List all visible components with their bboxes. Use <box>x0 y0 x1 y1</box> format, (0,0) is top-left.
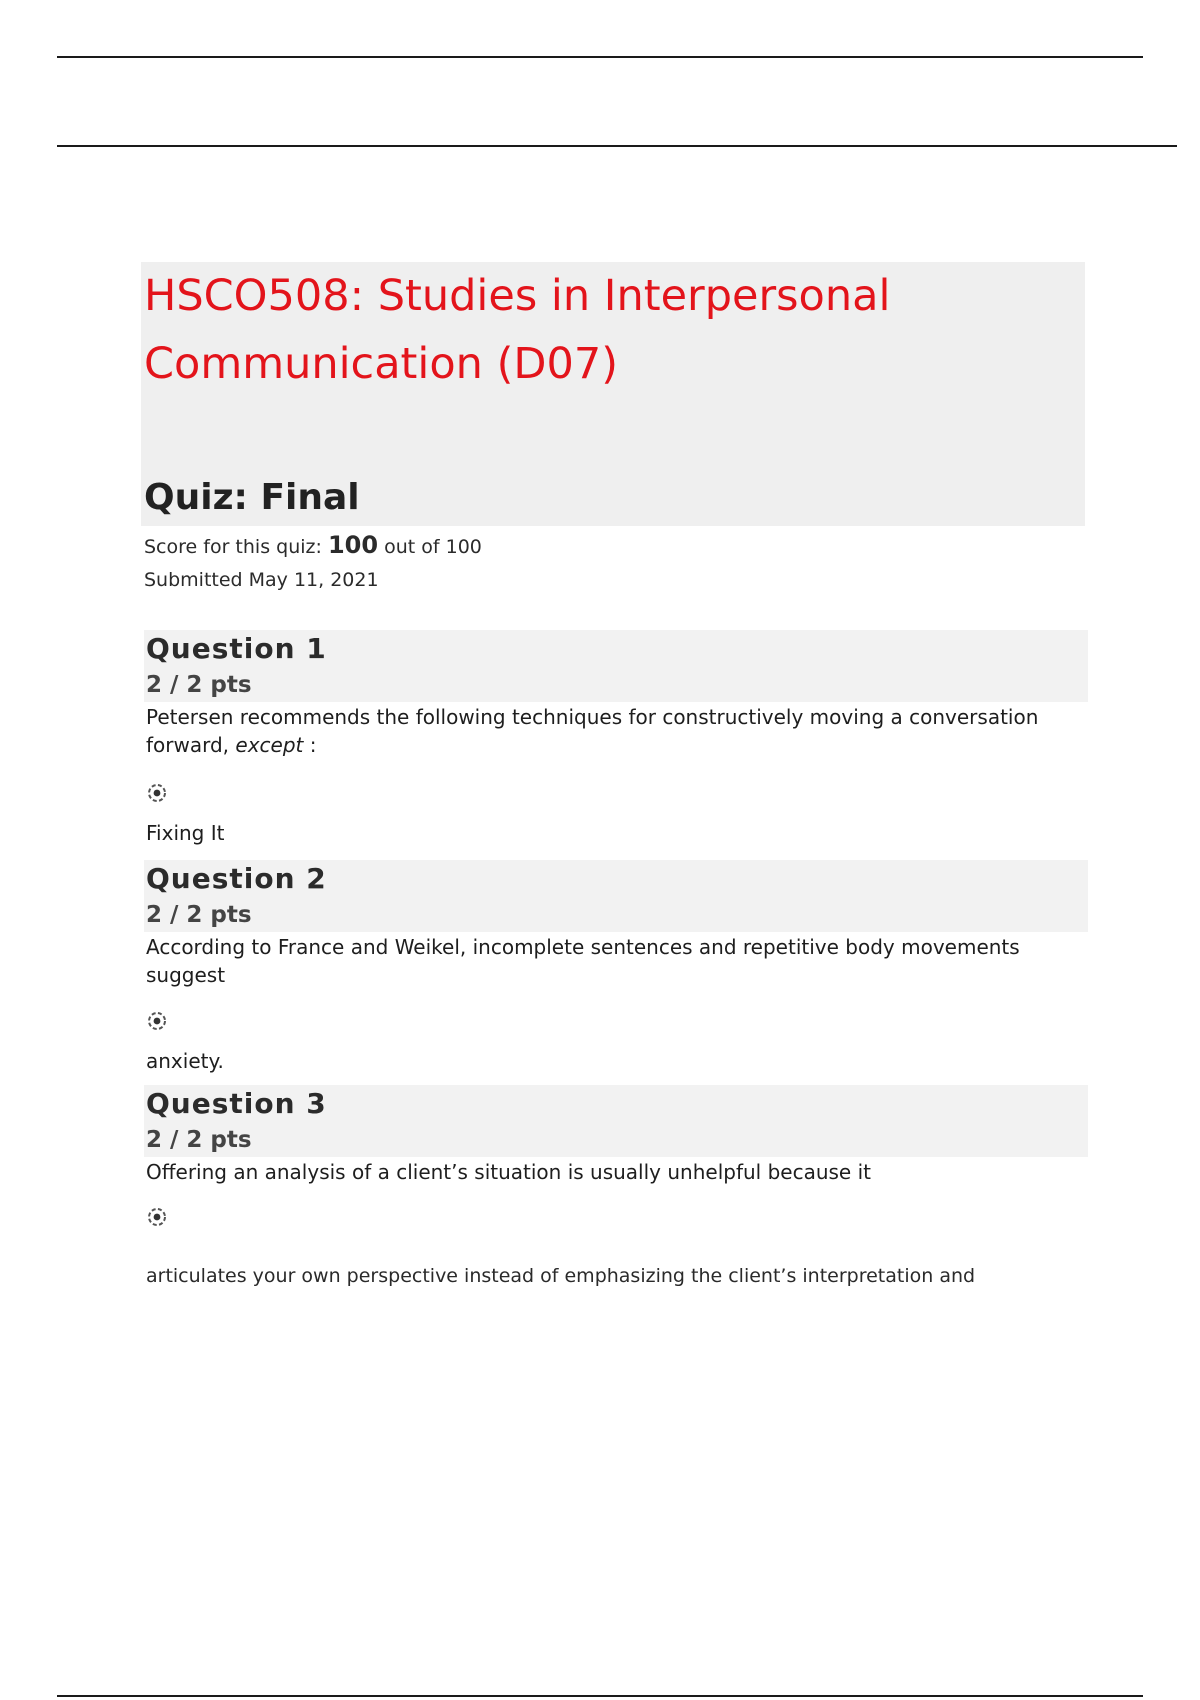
question-1-text-emphasis: except <box>235 733 304 757</box>
question-1-points: 2 / 2 pts <box>146 672 252 698</box>
question-1-answer: Fixing It <box>146 821 225 845</box>
selected-answer-icon <box>145 781 169 805</box>
question-1-text-after: : <box>303 733 317 757</box>
question-2-text: According to France and Weikel, incomplete sentences and repetitive body movements suggest <box>146 935 1020 987</box>
question-1-text-main: Petersen recommends the following techniques for constructively moving a conversation forward, <box>146 705 1039 757</box>
selected-answer-icon <box>145 1009 169 1033</box>
score-suffix: out of 100 <box>384 536 482 558</box>
question-1-text <box>146 703 1086 759</box>
question-1-title: Question 1 <box>146 632 327 665</box>
question-3-answer: articulates your own perspective instead of emphasizing the client’s interpretation and <box>146 1265 976 1287</box>
quiz-score <box>144 531 482 559</box>
question-2-answer: anxiety. <box>146 1049 224 1073</box>
bottom-divider <box>57 1695 1143 1697</box>
question-3-header <box>144 1085 1088 1157</box>
top-divider <box>57 56 1143 58</box>
header-divider <box>57 145 1177 147</box>
submitted-date: Submitted May 11, 2021 <box>144 569 379 591</box>
question-2-header <box>144 860 1088 932</box>
score-label: Score for this quiz: <box>144 536 322 558</box>
course-title: HSCO508: Studies in Interpersonal Communication (D07) <box>144 271 891 389</box>
question-3-points: 2 / 2 pts <box>146 1127 252 1153</box>
question-1-header <box>144 630 1088 702</box>
score-value: 100 <box>327 531 379 559</box>
question-2-title: Question 2 <box>146 862 327 895</box>
quiz-title: Quiz: Final <box>144 477 360 518</box>
question-3-title: Question 3 <box>146 1087 327 1120</box>
selected-answer-icon <box>145 1205 169 1229</box>
question-2-points: 2 / 2 pts <box>146 902 252 928</box>
question-3-text: Offering an analysis of a client’s situation is usually unhelpful because it <box>146 1160 871 1184</box>
